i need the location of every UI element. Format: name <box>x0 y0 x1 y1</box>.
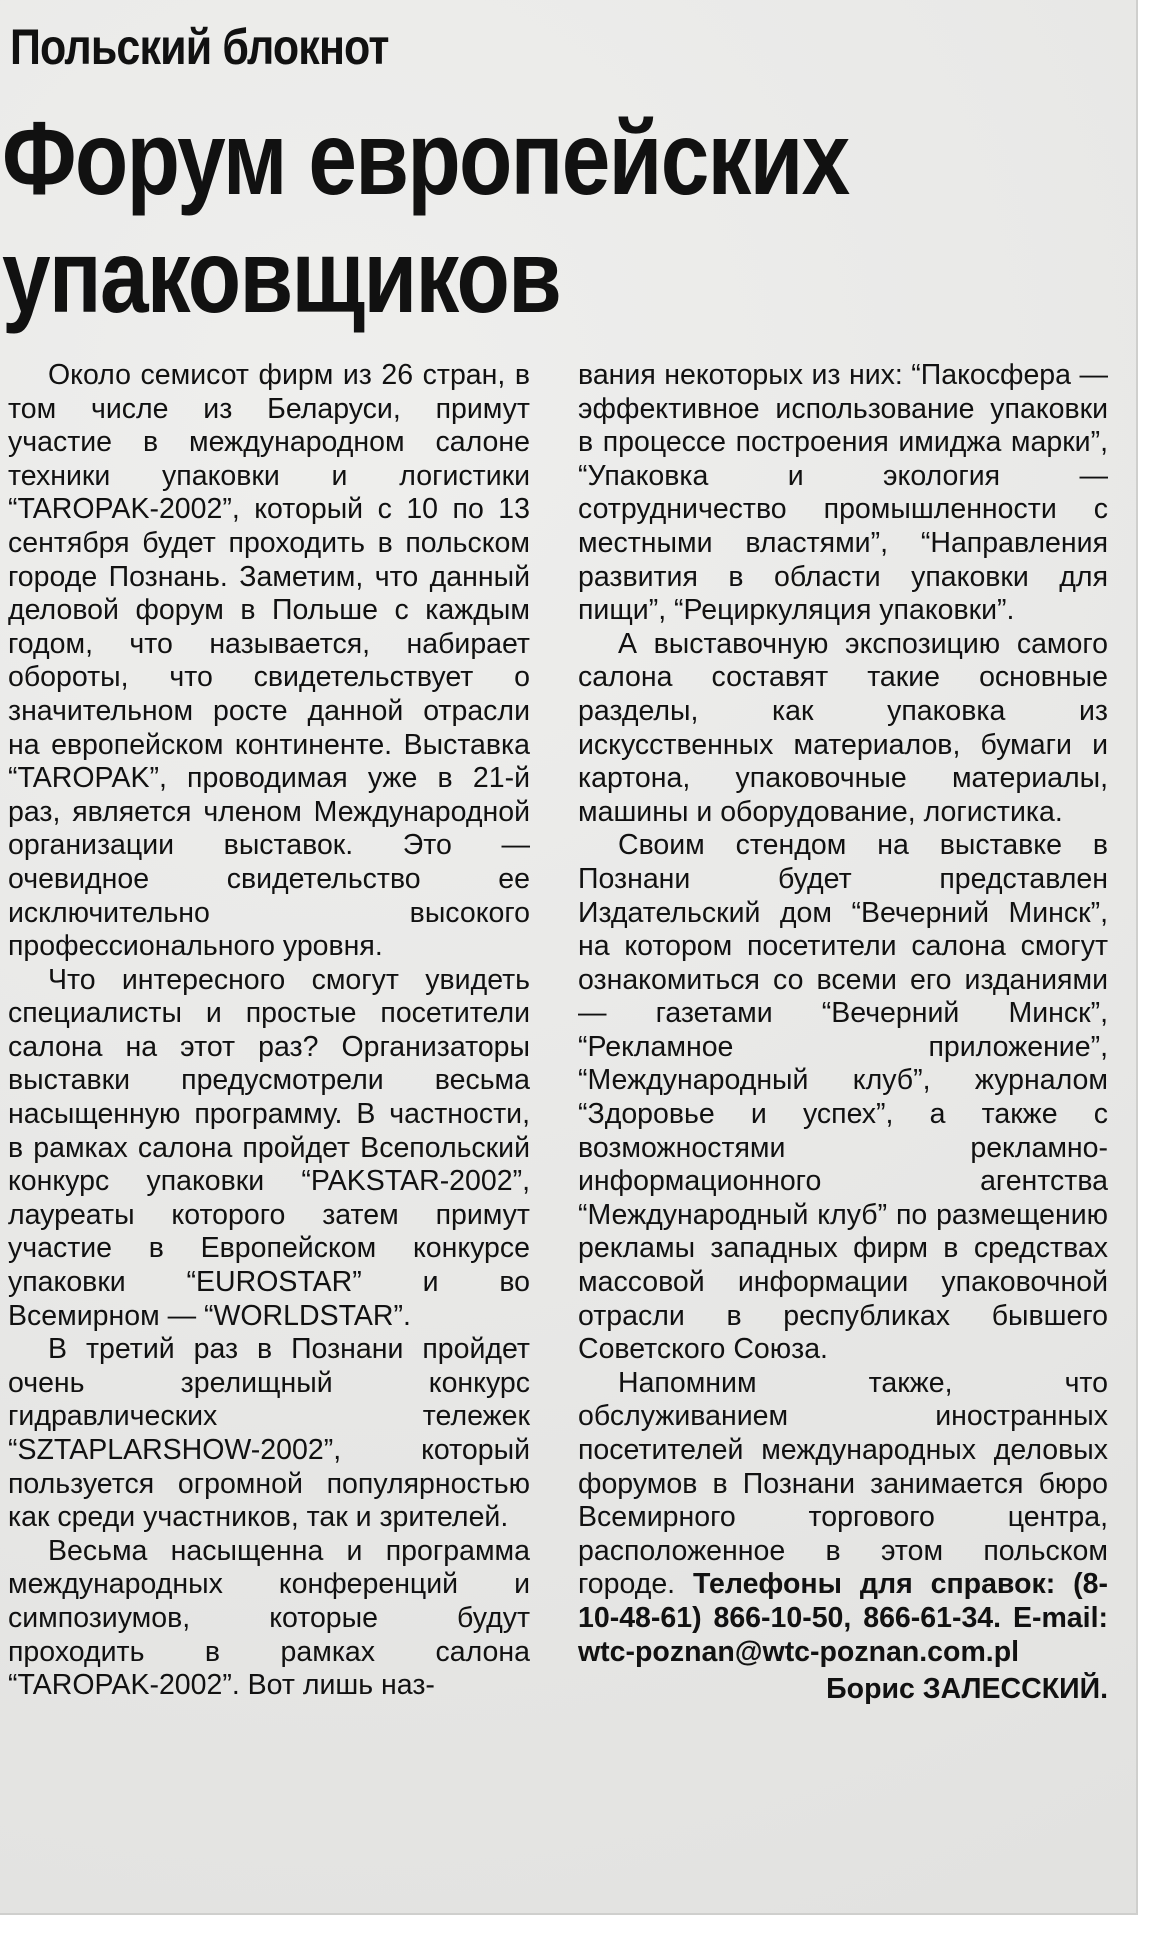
author-byline: Борис ЗАЛЕССКИЙ. <box>826 1673 1108 1706</box>
paragraph-wtc-bureau <box>578 1367 1108 1669</box>
left-column <box>8 359 530 1703</box>
contact-info: Телефоны для справок: (8-10-48-61) 866-10-50, 866-61-34. E-mail: wtc-poznan@wtc-poznan.com.pl <box>578 1568 1108 1668</box>
paragraph-exhibition-sections: А выставочную экспозицию самого салона составят такие основные разделы, как упаковка из искусственных материалов, бумаги и картона, упаковочные материалы, машины и оборудование, логистика. <box>578 627 1108 828</box>
paragraph-intro: Около семисот фирм из 26 стран, в том числе из Беларуси, примут участие в международном салоне техники упаковки и логистики “TAROPAK-2002”, который с 10 по 13 сентября будет проходить в польском городе Познань. Заметим, что данный деловой форум в Польше с каждым годом, что называется, набирает обороты, что свидетельствует о значительном росте данной отрасли на европейском континенте. Выставка “TAROPAK”, проводимая уже в 21-й раз, является членом Международной организации выставок. Это — очевидное свидетельство ее исключительно высокого профессионального уровня. <box>8 359 530 963</box>
article-headline <box>2 100 1010 336</box>
paragraph-contest: В третий раз в Познани пройдет очень зрелищный конкурс гидравлических тележек “SZTAPLARSHOW-2002”, который пользуется огромной популярностью как среди участников, так и зрителей. <box>8 1333 530 1534</box>
right-column <box>578 359 1108 1707</box>
paragraph-conferences: Весьма насыщенна и программа международных конференций и симпозиумов, которые будут проходить в рамках салона “TAROPAK-2002”. Вот лишь наз- <box>8 1534 530 1702</box>
paragraph-program: Что интересного смогут увидеть специалисты и простые посетители салона на этот раз? Организаторы выставки предусмотрели весьма насыщенную программу. В частности, в рамках салона пройдет Всепольский конкурс упаковки “PAKSTAR-2002”, лауреаты которого затем примут участие в Европейском конкурсе упаковки “EUROSTAR” и во Всемирном — “WORLDSTAR”. <box>8 963 530 1332</box>
paragraph-conference-titles: вания некоторых из них: “Пакосфера — эффективное использование упаковки в процессе построения имиджа марки”, “Упаковка и экология — сотрудничество промышленности с местными властями”, “Направления развития в области упаковки для пищи”, “Рециркуляция упаковки”. <box>578 359 1108 627</box>
headline-line-1: Форум европейских <box>2 101 849 217</box>
paragraph-publisher-stand: Своим стендом на выставке в Познани будет представлен Издательский дом “Вечерний Минск”, на котором посетители салона смогут ознакомиться со всеми его изданиями — газетами “Вечерний Минск”, “Рекламное приложение”, “Международный клуб”, журналом “Здоровье и успех”, а также с возможностями рекламно-информационного агентства “Международный клуб” по размещению рекламы западных фирм в средствах массовой информации упаковочной отрасли в республиках бывшего Советского Союза. <box>578 829 1108 1366</box>
rubric-title: Польский блокнот <box>10 19 389 75</box>
wtc-bureau-text: Напомним также, что обслуживанием иностранных посетителей международных деловых форумов в Познани занимается бюро Всемирного торгового центра, расположенное в этом польском городе. <box>578 1366 1108 1601</box>
headline-line-2: упаковщиков <box>2 219 561 335</box>
